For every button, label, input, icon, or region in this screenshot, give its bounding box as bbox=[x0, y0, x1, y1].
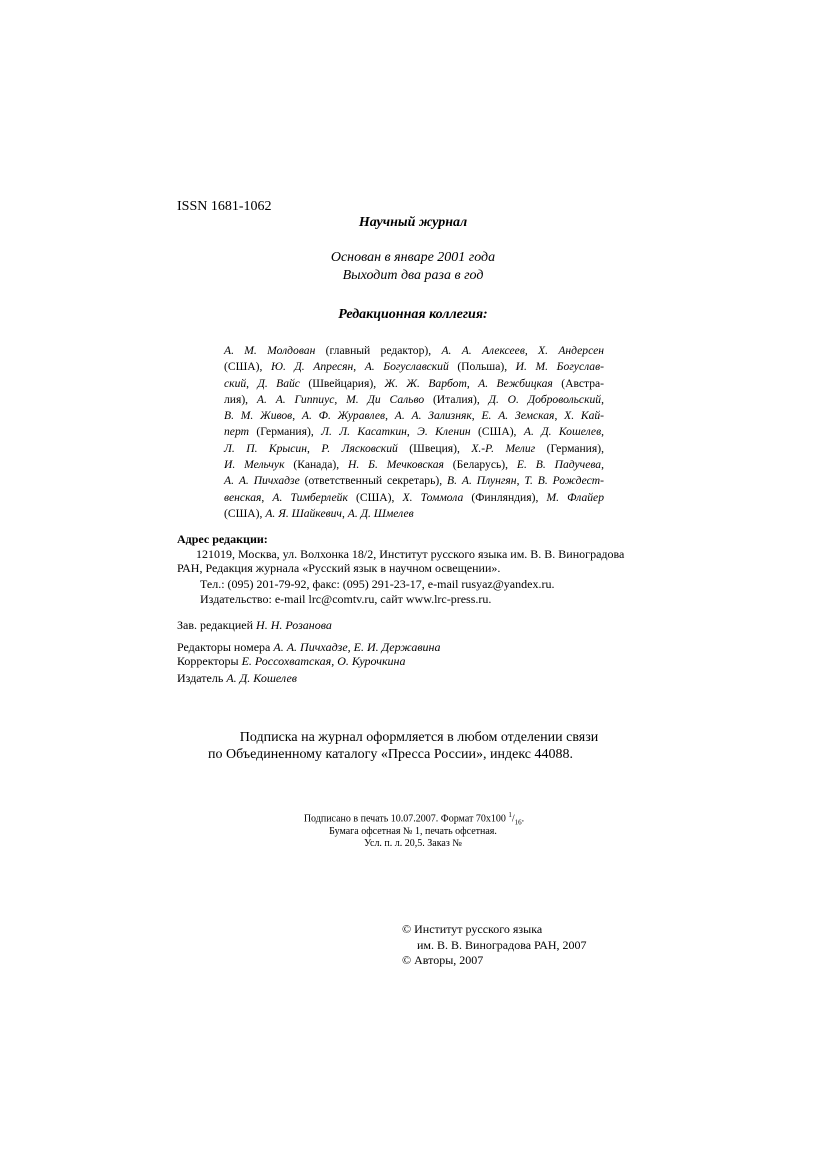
editorial-board-line bbox=[224, 506, 604, 522]
journal-type: Научный журнал bbox=[358, 215, 468, 230]
editorial-board-line bbox=[224, 490, 604, 506]
address-publisher: Издательство: e-mail lrc@comtv.ru, сайт www.lrc-press.ru. bbox=[200, 592, 492, 606]
board-member-note: (Польша), bbox=[448, 360, 516, 374]
board-member-name: А. Вежбицкая bbox=[478, 376, 553, 390]
board-member-note: , bbox=[246, 376, 258, 390]
board-member-name: Х. Томмола bbox=[402, 490, 464, 504]
subscription-line-1: Подписка на журнал оформляется в любом отделении связи bbox=[239, 730, 599, 745]
publication-frequency: Выходит два раза в год bbox=[342, 268, 484, 283]
board-member-note: (США), bbox=[224, 360, 271, 374]
board-member-name: Х.-Р. Мелиг bbox=[471, 441, 536, 455]
board-member-name: А. Богуславский bbox=[364, 360, 449, 374]
board-member-name: А. Я. Шайкевич bbox=[265, 506, 342, 520]
editorial-board-line bbox=[224, 424, 604, 440]
board-member-note: (Австра- bbox=[552, 376, 605, 390]
printing-line-3: Усл. п. л. 20,5. Заказ № bbox=[364, 838, 462, 849]
board-member-name: А. Д. Шмелев bbox=[347, 506, 414, 520]
publisher: Издатель А. Д. Кошелев bbox=[177, 671, 297, 685]
editorial-board-title bbox=[0, 307, 826, 323]
proofreaders: Корректоры Е. Россохватская, О. Курочкина bbox=[177, 654, 406, 668]
board-member-note: , bbox=[385, 409, 395, 423]
board-member-note: лия), bbox=[224, 392, 257, 406]
board-member-note: , bbox=[524, 344, 539, 357]
issn: ISSN 1681-1062 bbox=[177, 199, 272, 214]
address-title: Адрес редакции: bbox=[177, 532, 268, 546]
board-member-name: ский bbox=[224, 376, 247, 390]
board-member-name: Х. Кай- bbox=[564, 409, 605, 423]
board-member-name: В. А. Плунгян bbox=[447, 474, 517, 488]
board-member-note: , bbox=[341, 506, 348, 520]
board-member-note: , bbox=[466, 376, 479, 390]
editorial-board-list bbox=[224, 343, 604, 522]
board-member-name: М. Ди Сальво bbox=[346, 392, 425, 406]
board-member-name: И. М. Богуслав- bbox=[515, 360, 604, 374]
board-member-name: Л. Л. Касаткин bbox=[321, 425, 407, 439]
board-member-name: А. А. Алексеев bbox=[441, 344, 525, 357]
board-member-note: (Канада), bbox=[284, 458, 348, 472]
editorial-board-line bbox=[224, 457, 604, 473]
board-member-name: венская bbox=[224, 490, 262, 504]
board-member-name: А. Д. Кошелев bbox=[523, 425, 602, 439]
board-member-name: М. Флайер bbox=[546, 490, 604, 504]
board-member-note: , bbox=[261, 490, 273, 504]
subscription-line-2: по Объединенному каталогу «Пресса России», индекс 44088. bbox=[208, 747, 574, 762]
board-member-name: Х. Андерсен bbox=[538, 344, 604, 357]
board-member-name: А. М. Молдован bbox=[224, 344, 316, 357]
editorial-board-title-text: Редакционная коллегия bbox=[338, 307, 484, 322]
board-member-name: В. М. Живов bbox=[224, 409, 293, 423]
address-phones: Тел.: (095) 201-79-92, факс: (095) 291-23-17, e-mail rusyaz@yandex.ru. bbox=[200, 577, 555, 591]
board-member-name: Е. В. Падучева bbox=[516, 458, 602, 472]
board-member-note: , bbox=[516, 474, 525, 488]
board-member-name: А. Ф. Журавлев bbox=[301, 409, 386, 423]
board-member-note: , bbox=[353, 360, 365, 374]
editorial-board-line bbox=[224, 359, 604, 375]
board-member-note: (ответственный секретарь), bbox=[299, 474, 448, 488]
editorial-board-line bbox=[224, 441, 604, 457]
editorial-board-line bbox=[224, 408, 604, 424]
board-member-note: , bbox=[292, 409, 302, 423]
board-member-note: (Германия), bbox=[248, 425, 322, 439]
board-member-note: (Швеция), bbox=[397, 441, 472, 455]
printing-line-1: Подписано в печать 10.07.2007. Формат 70x100 $^1/_{16}$. bbox=[303, 811, 525, 827]
copyright-line-1: © Институт русского языка bbox=[402, 922, 543, 936]
board-member-name: А. А. Гиппиус bbox=[256, 392, 335, 406]
board-member-note: (США), bbox=[347, 490, 403, 504]
board-member-name: Ю. Д. Апресян bbox=[271, 360, 354, 374]
board-member-name: перт bbox=[224, 425, 249, 439]
board-member-note: (США), bbox=[470, 425, 524, 439]
board-member-name: Т. В. Рождест- bbox=[524, 474, 604, 488]
board-member-note: , bbox=[471, 409, 482, 423]
board-member-name: Л. П. Крысин bbox=[224, 441, 307, 455]
address-line-1: 121019, Москва, ул. Волхонка 18/2, Институт русского языка им. В. В. Виноградова bbox=[196, 547, 625, 561]
board-member-note: , bbox=[554, 409, 565, 423]
board-member-note: , bbox=[306, 441, 322, 455]
board-member-note: (Италия), bbox=[424, 392, 489, 406]
board-member-note: (Швейцария), bbox=[299, 376, 385, 390]
board-member-name: Э. Кленин bbox=[417, 425, 471, 439]
board-member-note: , bbox=[601, 458, 605, 472]
board-member-name: А. Тимберлейк bbox=[272, 490, 348, 504]
copyright-line-3: © Авторы, 2007 bbox=[402, 953, 484, 967]
board-member-name: Ж. Ж. Варбот bbox=[384, 376, 467, 390]
board-member-note: , bbox=[601, 425, 605, 439]
editorial-board-line bbox=[224, 473, 604, 489]
board-member-name: Р. Лясковский bbox=[321, 441, 398, 455]
board-member-note: (Беларусь), bbox=[443, 458, 517, 472]
editorial-board-line bbox=[224, 343, 604, 359]
founded-date: Основан в январе 2001 года bbox=[330, 250, 496, 265]
address-line-2: РАН, Редакция журнала «Русский язык в научном освещении». bbox=[177, 561, 501, 575]
board-member-name: А. А. Пичхадзе bbox=[224, 474, 300, 488]
copyright-line-2: им. В. В. Виноградова РАН, 2007 bbox=[417, 938, 587, 952]
board-member-note: , bbox=[334, 392, 347, 406]
board-member-note: (США), bbox=[224, 506, 266, 520]
board-member-note: (главный редактор), bbox=[315, 344, 442, 357]
board-member-name: И. Мельчук bbox=[224, 458, 285, 472]
board-member-note: (Германия), bbox=[535, 441, 604, 455]
printing-line-2: Бумага офсетная № 1, печать офсетная. bbox=[329, 826, 497, 837]
board-member-note: , bbox=[406, 425, 418, 439]
board-member-note: , bbox=[601, 392, 604, 406]
editorial-board-line bbox=[224, 376, 604, 392]
board-member-name: Д. О. Добровольский bbox=[488, 392, 602, 406]
board-member-name: Д. Вайс bbox=[257, 376, 300, 390]
board-member-name: Н. Б. Мечковская bbox=[348, 458, 444, 472]
board-member-name: Е. А. Земская bbox=[481, 409, 555, 423]
editorial-board-line bbox=[224, 392, 604, 408]
board-member-name: А. А. Зализняк bbox=[394, 409, 472, 423]
issue-editors: Редакторы номера А. А. Пичхадзе, Е. И. Державина bbox=[177, 640, 441, 654]
head-of-editorial: Зав. редакцией Н. Н. Розанова bbox=[177, 618, 332, 632]
editorial-board-title-colon: : bbox=[483, 307, 488, 322]
board-member-note: (Финляндия), bbox=[463, 490, 547, 504]
